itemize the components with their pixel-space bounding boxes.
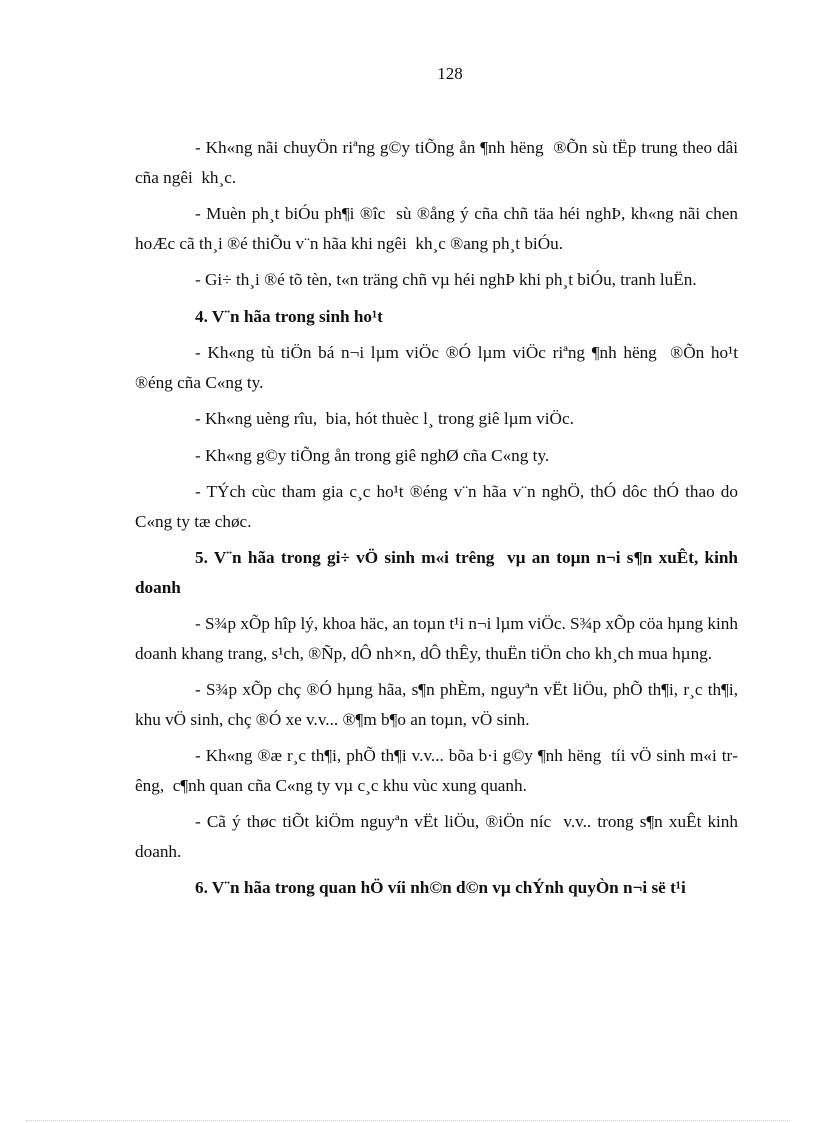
paragraph-11: - S¾p xÕp chç ®Ó hµng hãa, s¶n phÈm, nguyªn vËt liÖu, phÕ th¶i, r¸c th¶i, khu vÖ sinh, chç ®Ó xe v.v... ®¶m b¶o an toµn, vÖ sinh.: [135, 680, 743, 729]
paragraph-12: - Kh«ng ®æ r¸c th¶i, phÕ th¶i v.v... bõa b·i g©y ¶nh hëng tíi vÖ sinh m«i trêng, c¶nh quan cña C«ng ty vµ c¸c khu vùc xung quanh.: [135, 746, 738, 795]
page-bottom-divider: [26, 1120, 790, 1121]
section-heading-5: 5. V¨n hãa trong gi÷ vÖ sinh m«i trêng vµ an toµn n¬i s¶n xuÊt, kinh doanh: [135, 548, 743, 597]
paragraph-3: - Gi÷ th¸i ®é tõ tèn, t«n träng chñ vµ héi nghÞ khi ph¸t biÓu, tranh luËn.: [195, 270, 697, 289]
page-number: 128: [437, 64, 463, 83]
paragraph-13: - Cã ý thøc tiÕt kiÖm nguyªn vËt liÖu, ®iÖn níc v.v.. trong s¶n xuÊt kinh doanh.: [135, 812, 743, 861]
section-heading-4: 4. V¨n hãa trong sinh ho¹t: [195, 306, 383, 326]
paragraph-10: - S¾p xÕp hîp lý, khoa häc, an toµn t¹i n¬i lµm viÖc. S¾p xÕp cöa hµng kinh doanh khang trang, s¹ch, ®Ñp, dÔ nh×n, dÔ thÊy, thuËn tiÖn cho kh¸ch mua hµng.: [135, 614, 743, 663]
paragraph-6: - Kh«ng uèng rîu, bia, hót thuèc l¸ trong giê lµm viÖc.: [195, 409, 574, 428]
paragraph-2: - Muèn ph¸t biÓu ph¶i ®îc sù ®ång ý cña chñ täa héi nghÞ, kh«ng nãi chen hoÆc cã th¸i ®é thiÕu v¨n hãa khi ngêi kh¸c ®ang ph¸t biÓu.: [135, 204, 743, 253]
paragraph-7: - Kh«ng g©y tiÕng ån trong giê nghØ cña C«ng ty.: [195, 445, 550, 465]
section-heading-6: 6. V¨n hãa trong quan hÖ víi nh©n d©n vµ chÝnh quyÒn n¬i së t¹i: [195, 878, 686, 897]
paragraph-5: - Kh«ng tù tiÖn bá n¬i lµm viÖc ®Ó lµm viÖc riªng ¶nh hëng ®Õn ho¹t ®éng cña C«ng ty.: [135, 343, 743, 392]
paragraph-8: - TÝch cùc tham gia c¸c ho¹t ®éng v¨n hãa v¨n nghÖ, thÓ dôc thÓ thao do C«ng ty tæ chøc.: [135, 482, 743, 531]
paragraph-1: - Kh«ng nãi chuyÖn riªng g©y tiÕng ån ¶nh hëng ®Õn sù tËp trung theo dâi cña ngêi kh¸c.: [135, 138, 743, 187]
document-body: [135, 133, 743, 910]
